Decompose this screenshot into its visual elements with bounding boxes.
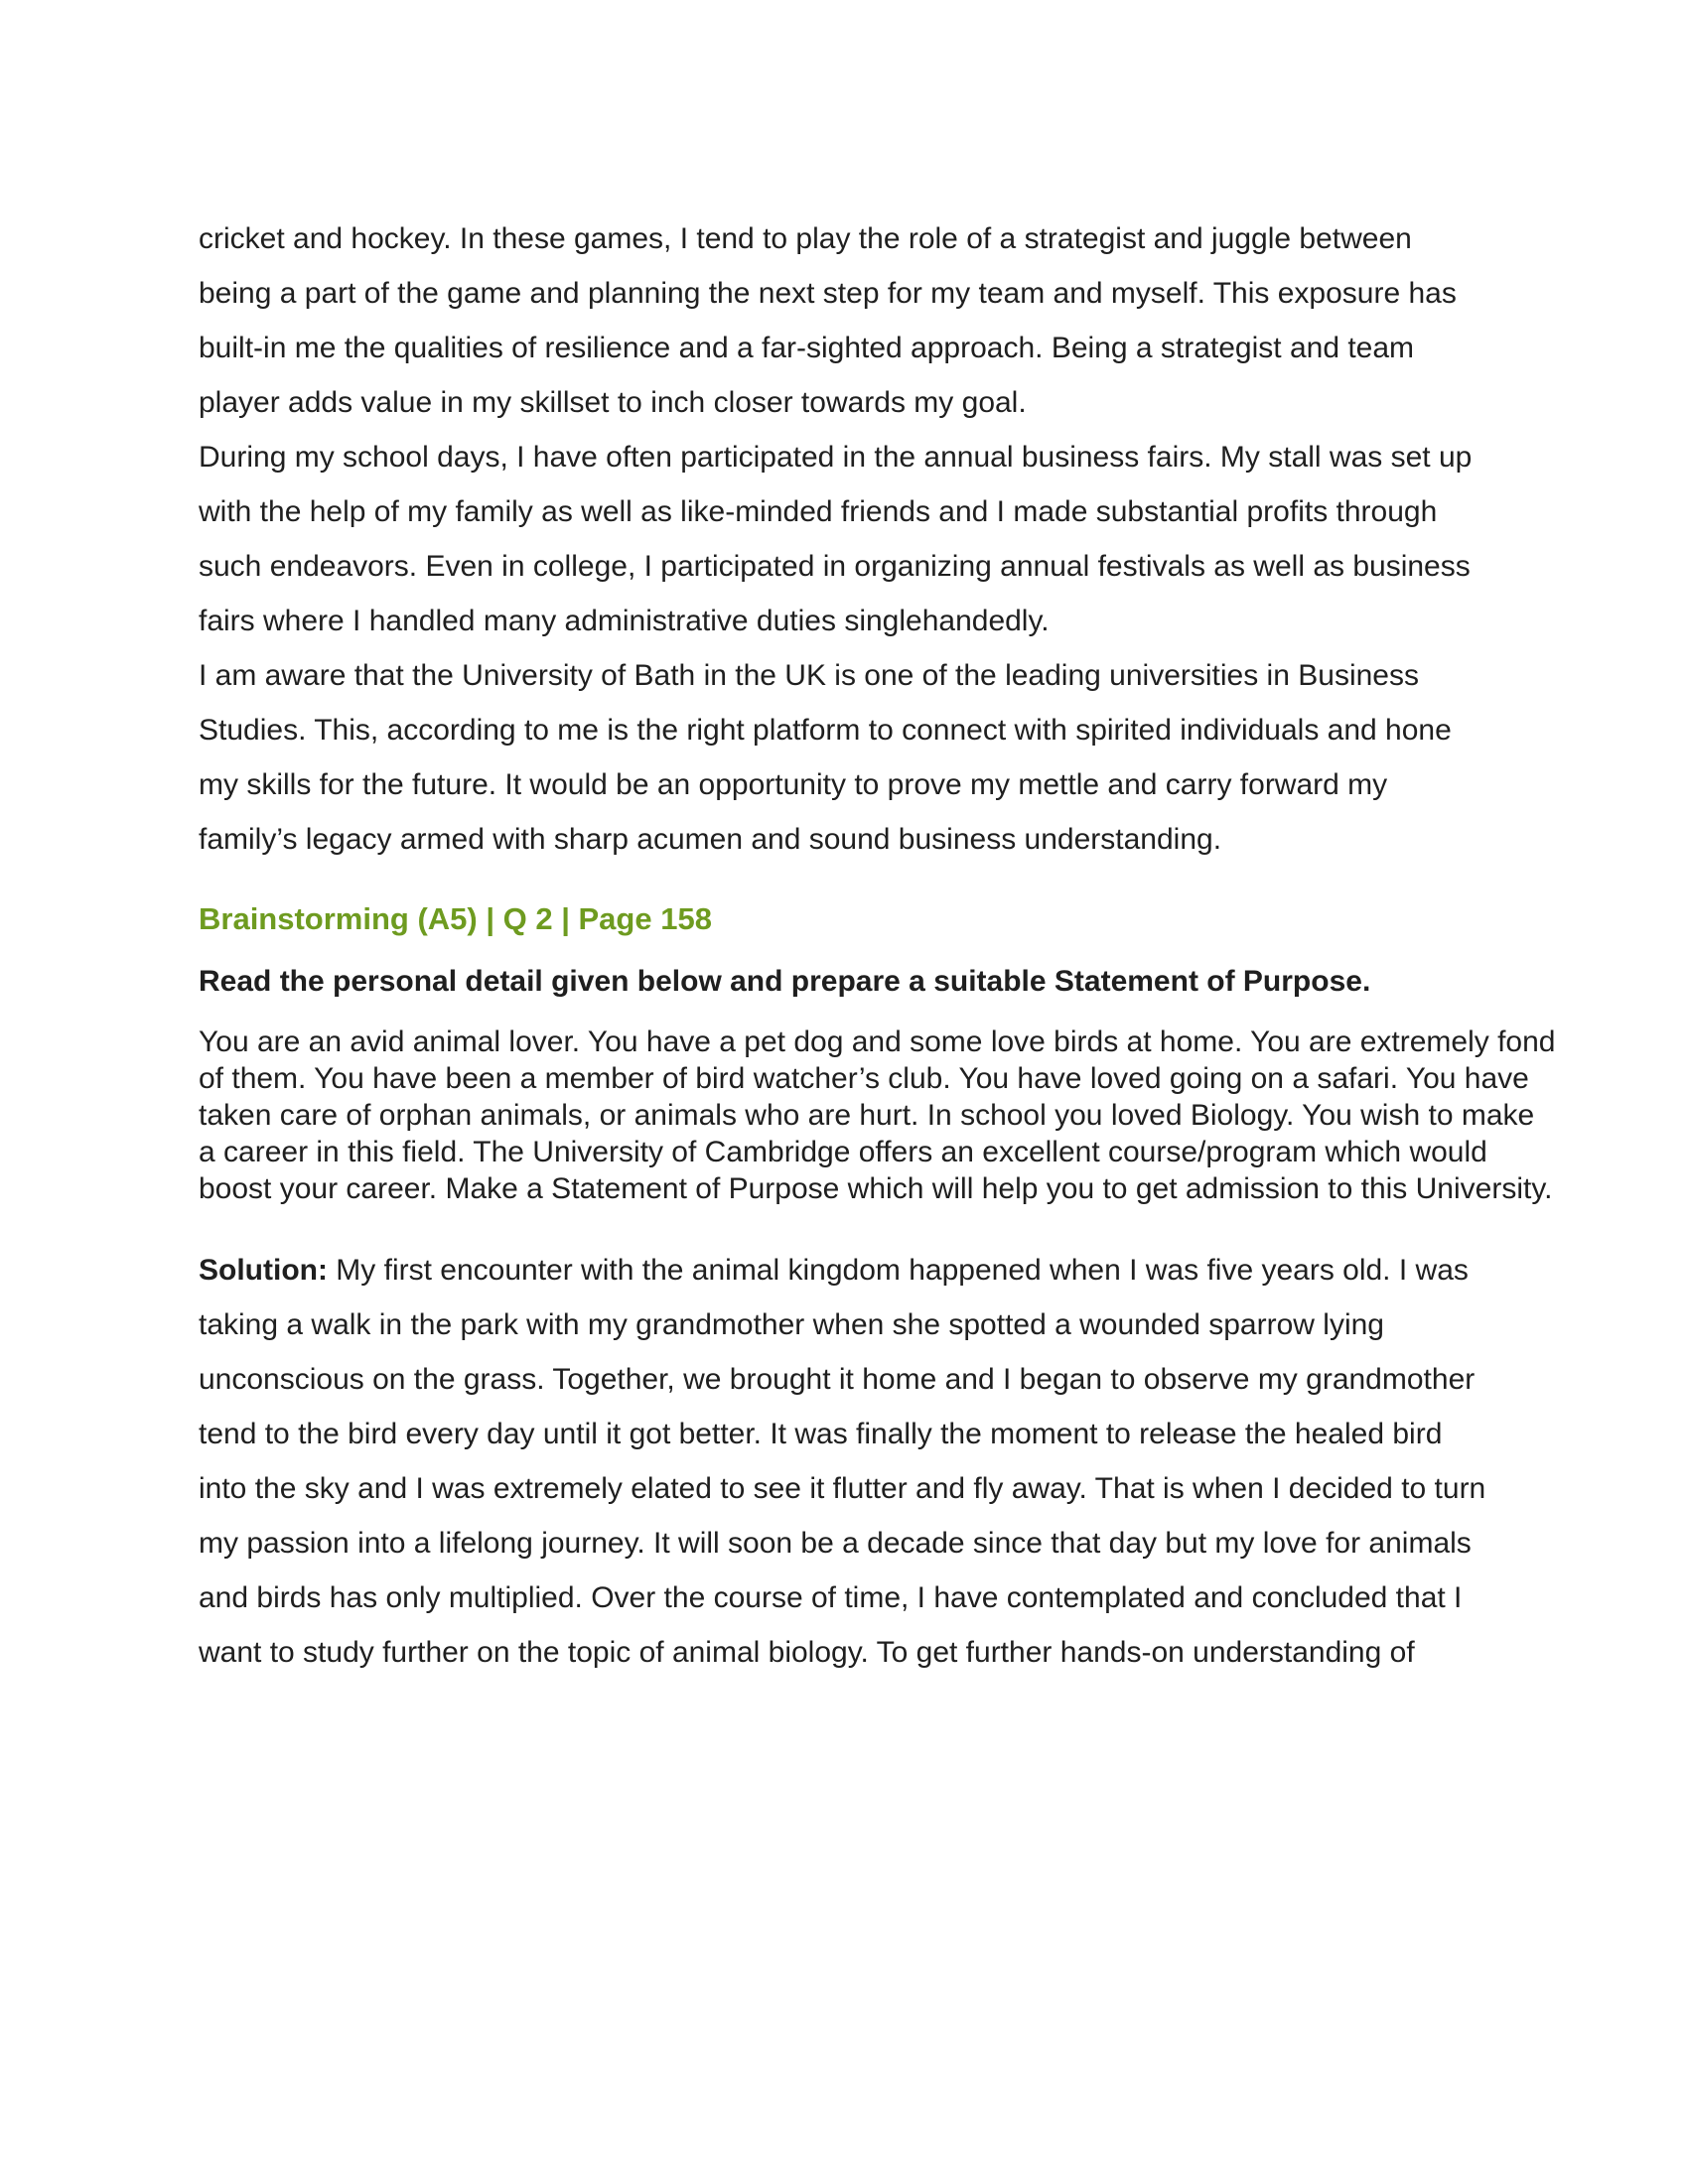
paragraph-university-of-bath: I am aware that the University of Bath in the UK is one of the leading universities in Business Studies. This, according to me is the right platform to connect with spirited individuals and hone my skills for the future. It would be an opportunity to prove my mettle and carry forward my family’s legacy armed with sharp acumen and sound business understanding.: [199, 659, 1452, 856]
question-body: You are an avid animal lover. You have a pet dog and some love birds at home. You are extremely fond of them. You have been a member of bird watcher’s club. You have loved going on a safari. You have taken care of orphan animals, or animals who are hurt. In school you loved Biology. You wish to make a career in this field. The University of Cambridge offers an excellent course/program which would boost your career. Make a Statement of Purpose which will help you to get admission to this University.: [199, 1025, 1556, 1205]
solution-paragraph: [199, 1243, 1489, 1680]
question-breadcrumb-heading[interactable]: Brainstorming (A5) | Q 2 | Page 158: [199, 901, 712, 936]
question-title: Read the personal detail given below and prepare a suitable Statement of Purpose.: [199, 965, 1371, 998]
solution-text: My first encounter with the animal kingdom happened when I was five years old. I was taking a walk in the park with my grandmother when she spotted a wounded sparrow lying unconscious on the grass. Together, we brought it home and I began to observe my grandmother tend to the bird every day until it got better. It was finally the moment to release the healed bird into the sky and I was extremely elated to see it flutter and fly away. That is when I decided to turn my passion into a lifelong journey. It will soon be a decade since that day but my love for animals and birds has only multiplied. Over the course of time, I have contemplated and concluded that I want to study further on the topic of animal biology. To get further hands-on understanding of: [199, 1254, 1486, 1669]
solution-label: Solution:: [199, 1254, 328, 1287]
paragraph-sports-strategist: cricket and hockey. In these games, I tend to play the role of a strategist and juggle between being a part of the game and planning the next step for my team and myself. This exposure has built-in me the qualities of resilience and a far-sighted approach. Being a strategist and team player adds value in my skillset to inch closer towards my goal.: [199, 222, 1457, 419]
paragraph-business-fairs: During my school days, I have often participated in the annual business fairs. My stall was set up with the help of my family as well as like-minded friends and I made substantial profits through such endeavors. Even in college, I participated in organizing annual festivals as well as business fairs where I handled many administrative duties singlehandedly.: [199, 441, 1473, 637]
